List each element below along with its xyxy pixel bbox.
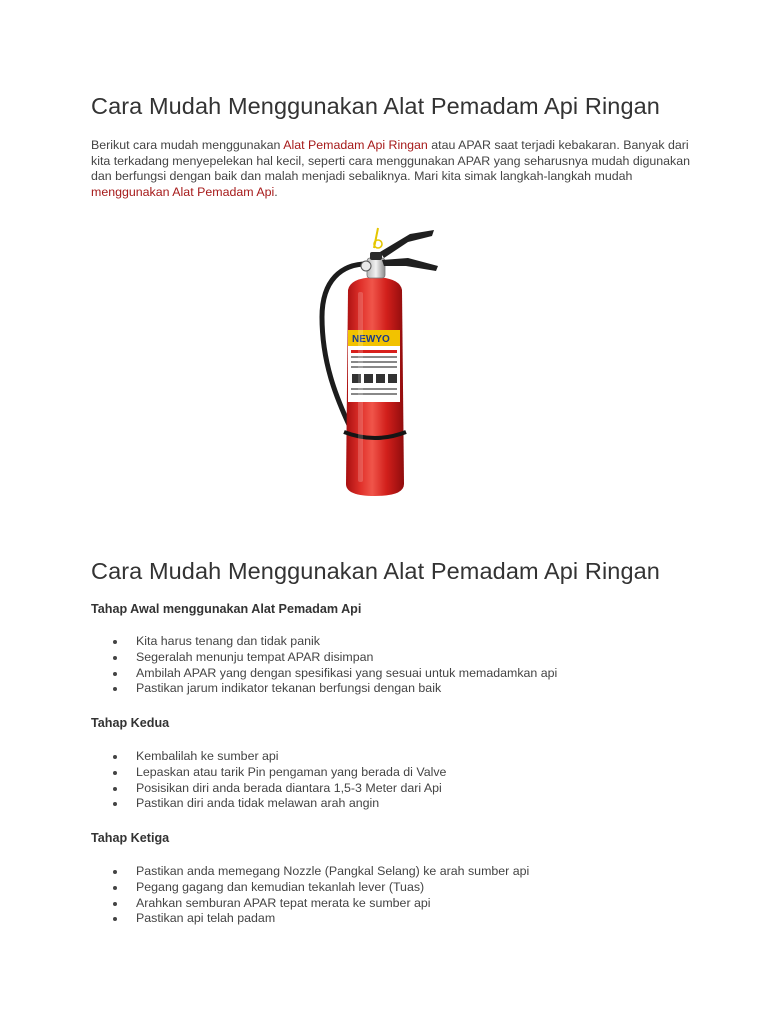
label-line (351, 393, 397, 395)
list-item-text: Pegang gagang dan kemudian tekanlah lever (Tuas) (136, 879, 425, 894)
link-menggunakan-alat-pemadam-api[interactable]: menggunakan Alat Pemadam Api (91, 184, 275, 199)
list-item (91, 911, 529, 927)
bullet (113, 771, 117, 775)
bullet (113, 787, 117, 791)
fire-extinguisher-image (300, 222, 450, 502)
link-alat-pemadam-api-ringan[interactable]: Alat Pemadam Api Ringan (283, 138, 428, 152)
bullet (113, 640, 117, 644)
bullet (113, 802, 117, 806)
intro-paragraph (91, 138, 691, 200)
list-item (91, 634, 557, 650)
label-line (351, 388, 397, 390)
pressure-gauge (361, 261, 371, 271)
lever-bottom (382, 258, 438, 271)
list-item-text: Pastikan anda memegang Nozzle (Pangkal Selang) ke arah sumber api (136, 864, 530, 878)
bullet (113, 755, 117, 759)
highlight (358, 292, 363, 482)
stage-2-title: Tahap Kedua (91, 716, 170, 730)
list-item-text: Ambilah APAR yang dengan spesifikasi yang sesuai untuk memadamkan api (136, 665, 558, 680)
list-item (91, 896, 529, 912)
bullet (113, 917, 117, 921)
label-stripe (351, 350, 397, 353)
list-item-text: Kita harus tenang dan tidak panik (136, 634, 320, 648)
bullet (113, 687, 117, 691)
list-item-text: Segeralah menunju tempat APAR disimpan (136, 649, 374, 664)
list-item-text: Posisikan diri anda berada diantara 1,5-3 Meter dari Api (136, 780, 442, 795)
list-item (91, 666, 557, 682)
bullet (113, 870, 117, 874)
intro-text-3: . (274, 184, 278, 199)
list-item-text: Arahkan semburan APAR tepat merata ke sumber api (136, 895, 431, 910)
article-title: Cara Mudah Menggunakan Alat Pemadam Api Ringan (91, 93, 660, 119)
list-item (91, 765, 446, 781)
list-item (91, 749, 446, 765)
label-line (351, 356, 397, 358)
label-pictogram (376, 374, 385, 383)
list-item (91, 864, 529, 880)
stage-3-title: Tahap Ketiga (91, 831, 170, 845)
list-item-text: Pastikan diri anda tidak melawan arah angin (136, 796, 380, 811)
fire-extinguisher-illustration (300, 222, 450, 502)
stage-3-list (91, 864, 529, 927)
list-item (91, 781, 446, 797)
bullet (113, 656, 117, 660)
intro-text-1: Berikut cara mudah menggunakan (91, 138, 284, 152)
list-item-text: Pastikan api telah padam (136, 911, 276, 926)
lever-top (380, 230, 434, 258)
list-item-text: Pastikan jarum indikator tekanan berfungsi dengan baik (136, 681, 442, 696)
label-line (351, 361, 397, 363)
section-title: Cara Mudah Menggunakan Alat Pemadam Api Ringan (91, 558, 660, 584)
list-item (91, 880, 529, 896)
list-item (91, 796, 446, 812)
label-pictogram (364, 374, 373, 383)
bullet (113, 886, 117, 890)
label-pictogram (388, 374, 397, 383)
stage-2-list (91, 749, 446, 812)
list-item (91, 681, 557, 697)
valve-cap (370, 252, 382, 260)
stage-1-list (91, 634, 557, 697)
label-brand: NEWYO (352, 334, 390, 345)
intro-text-2: atau APAR saat terjadi kebakaran. Banyak dari kita terkadang menyepelekan hal kecil, seperti cara menggunakan APAR yang seharusnya mudah digunakan dan berfungsi dengan baik dan malah menjadi sebaliknya. Mari kita simak langkah-langkah mudah (91, 138, 691, 183)
bullet (113, 902, 117, 906)
list-item-text: Lepaskan atau tarik Pin pengaman yang berada di Valve (136, 764, 447, 779)
list-item (91, 650, 557, 666)
list-item-text: Kembalilah ke sumber api (136, 749, 279, 763)
label-line (351, 366, 397, 368)
stage-1-title: Tahap Awal menggunakan Alat Pemadam Api (91, 602, 362, 616)
bullet (113, 672, 117, 676)
